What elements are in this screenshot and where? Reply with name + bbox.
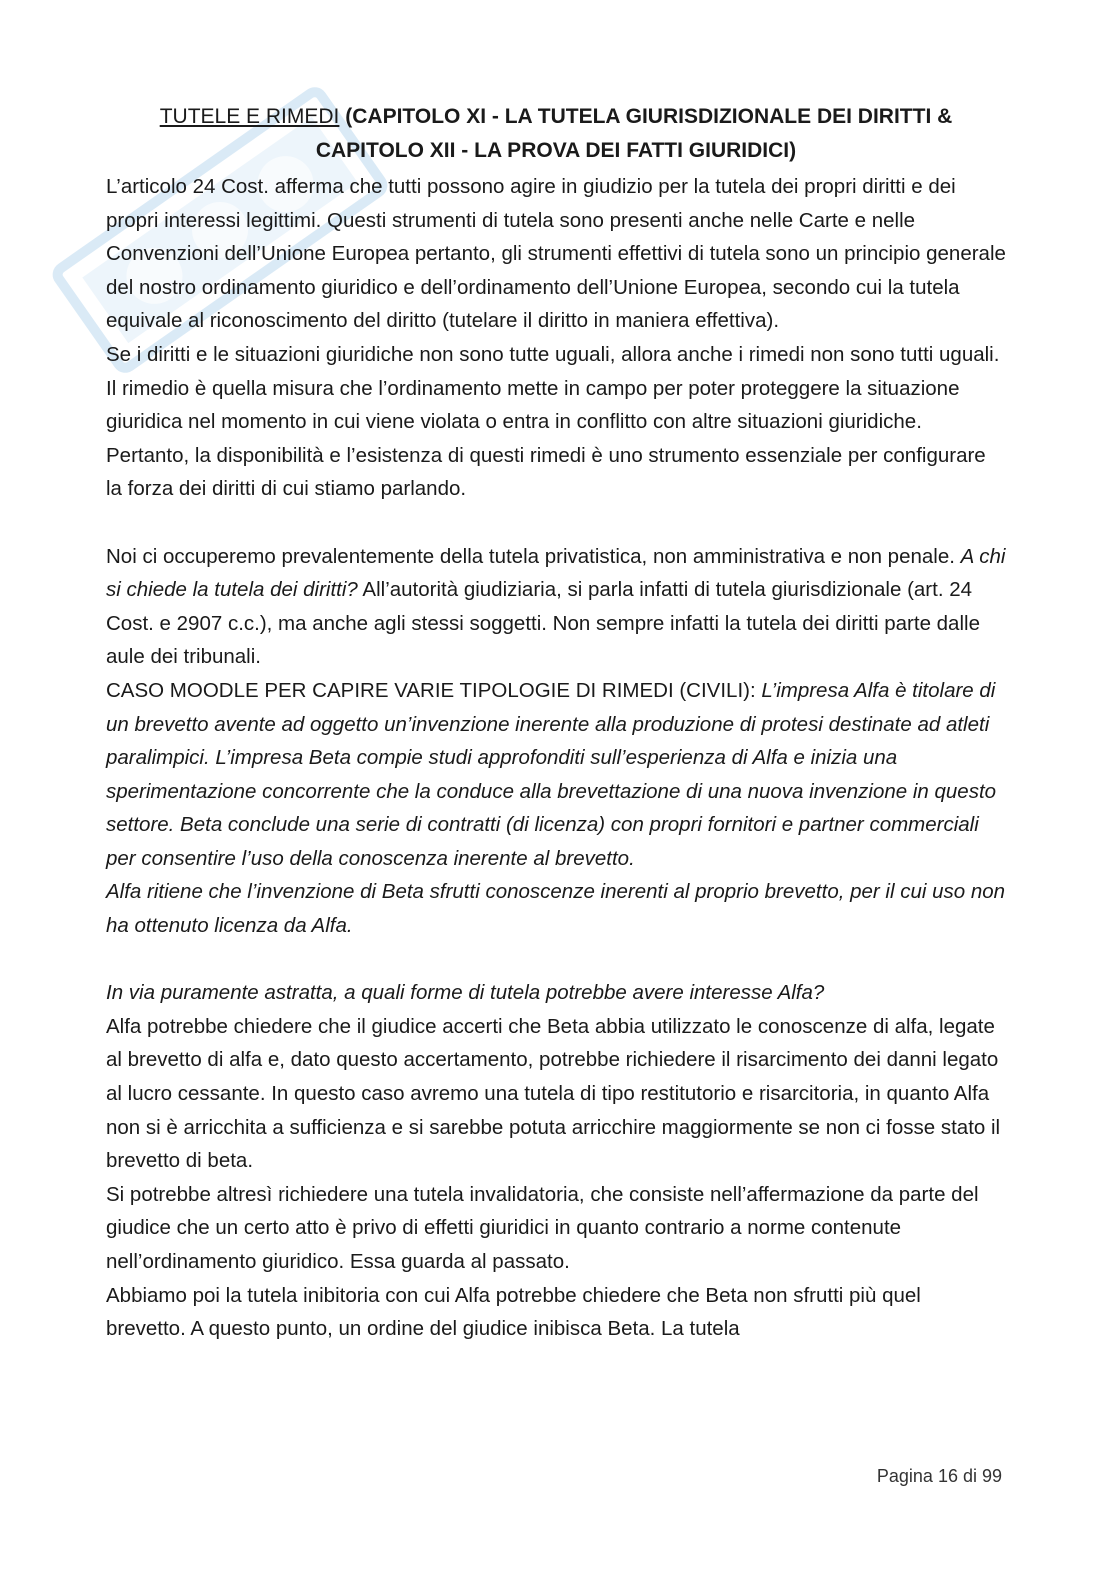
title-underlined: TUTELE E RIMEDI — [159, 105, 340, 128]
paragraph-4 — [106, 674, 1006, 876]
paragraph-6-question: In via puramente astratta, a quali forme di tutela potrebbe avere interesse Alfa? — [106, 981, 825, 1005]
case-label: CASO MOODLE PER CAPIRE VARIE TIPOLOGIE DI RIMEDI (CIVILI): — [106, 678, 762, 702]
document-body — [106, 100, 1006, 1346]
paragraph-7: Alfa potrebbe chiedere che il giudice accerti che Beta abbia utilizzato le conoscenze di alfa, legate al brevetto di alfa e, dato questo accertamento, potrebbe richiedere il risarcimento dei danni legato al lucro cessante. In questo caso avremo una tutela di tipo restitutorio e risarcitoria, in quanto Alfa non si è arricchita a sufficienza e si sarebbe potuta arricchire maggiormente se non ci fosse stato il brevetto di beta. — [106, 1014, 1001, 1173]
paragraph-3-text-c: All’autorità giudiziaria, si parla infatti di tutela giurisdizionale (art. 24 Cost. e 2907 c.c.), ma anche agli stessi soggetti. Non sempre infatti la tutela dei diritti parte dalle aule dei tribunali. — [106, 578, 980, 669]
paragraph-8: Si potrebbe altresì richiedere una tutela invalidatoria, che consiste nell’affermazione da parte del giudice che un certo atto è privo di effetti giuridici in quanto contrario a norme contenute nell’ordinamento giuridico. Essa guarda al passato. — [106, 1182, 979, 1273]
page-title — [106, 100, 1006, 168]
paragraph-9: Abbiamo poi la tutela inibitoria con cui Alfa potrebbe chiedere che Beta non sfrutti più quel brevetto. A questo punto, un ordine del giudice inibisca Beta. La tutela — [106, 1283, 921, 1341]
paragraph-3-question: A chi si chiede la tutela dei diritti? — [106, 544, 1006, 602]
paragraph-3-text-a: Noi ci occuperemo prevalentemente della tutela privatistica, non amministrativa e non penale. — [106, 544, 961, 568]
paragraph-5: Alfa ritiene che l’invenzione di Beta sfrutti conoscenze inerenti al proprio brevetto, per il cui uso non ha ottenuto licenza da Alfa. — [106, 880, 1006, 938]
page-number: Pagina 16 di 99 — [876, 1466, 1002, 1486]
case-text: L’impresa Alfa è titolare di un brevetto avente ad oggetto un’invenzione inerente alla produzione di protesi destinate ad atleti paralimpici. L’impresa Beta compie studi approfonditi sull’esperienza di Alfa e inizia una sperimentazione concorrente che la conduce alla brevettazione di una nuova invenzione in questo settore. Beta conclude una serie di contratti (di licenza) con propri fornitori e partner commerciali per consentire l’uso della conoscenza inerente al brevetto. — [106, 678, 997, 870]
paragraph-3 — [106, 540, 1006, 674]
title-bold: (CAPITOLO XI - LA TUTELA GIURISDIZIONALE DEI DIRITTI & CAPITOLO XII - LA PROVA DEI FATTI GIURIDICI) — [315, 105, 953, 162]
paragraph-1: L’articolo 24 Cost. afferma che tutti possono agire in giudizio per la tutela dei propri diritti e dei propri interessi legittimi. Questi strumenti di tutela sono presenti anche nelle Carte e nelle Convenzioni dell’Unione Europea pertanto, gli strumenti effettivi di tutela sono un principio generale del nostro ordinamento giuridico e dell’ordinamento dell’Unione Europea, secondo cui la tutela equivale al riconoscimento del diritto (tutelare il diritto in maniera effettiva). — [106, 175, 1006, 333]
paragraph-2: Se i diritti e le situazioni giuridiche non sono tutte uguali, allora anche i rimedi non sono tutti uguali. Il rimedio è quella misura che l’ordinamento mette in campo per poter proteggere la situazione giuridica nel momento in cui viene violata o entra in conflitto con altre situazioni giuridiche. Pertanto, la disponibilità e l’esistenza di questi rimedi è uno strumento essenziale per configurare la forza dei diritti di cui stiamo parlando. — [106, 342, 1000, 501]
